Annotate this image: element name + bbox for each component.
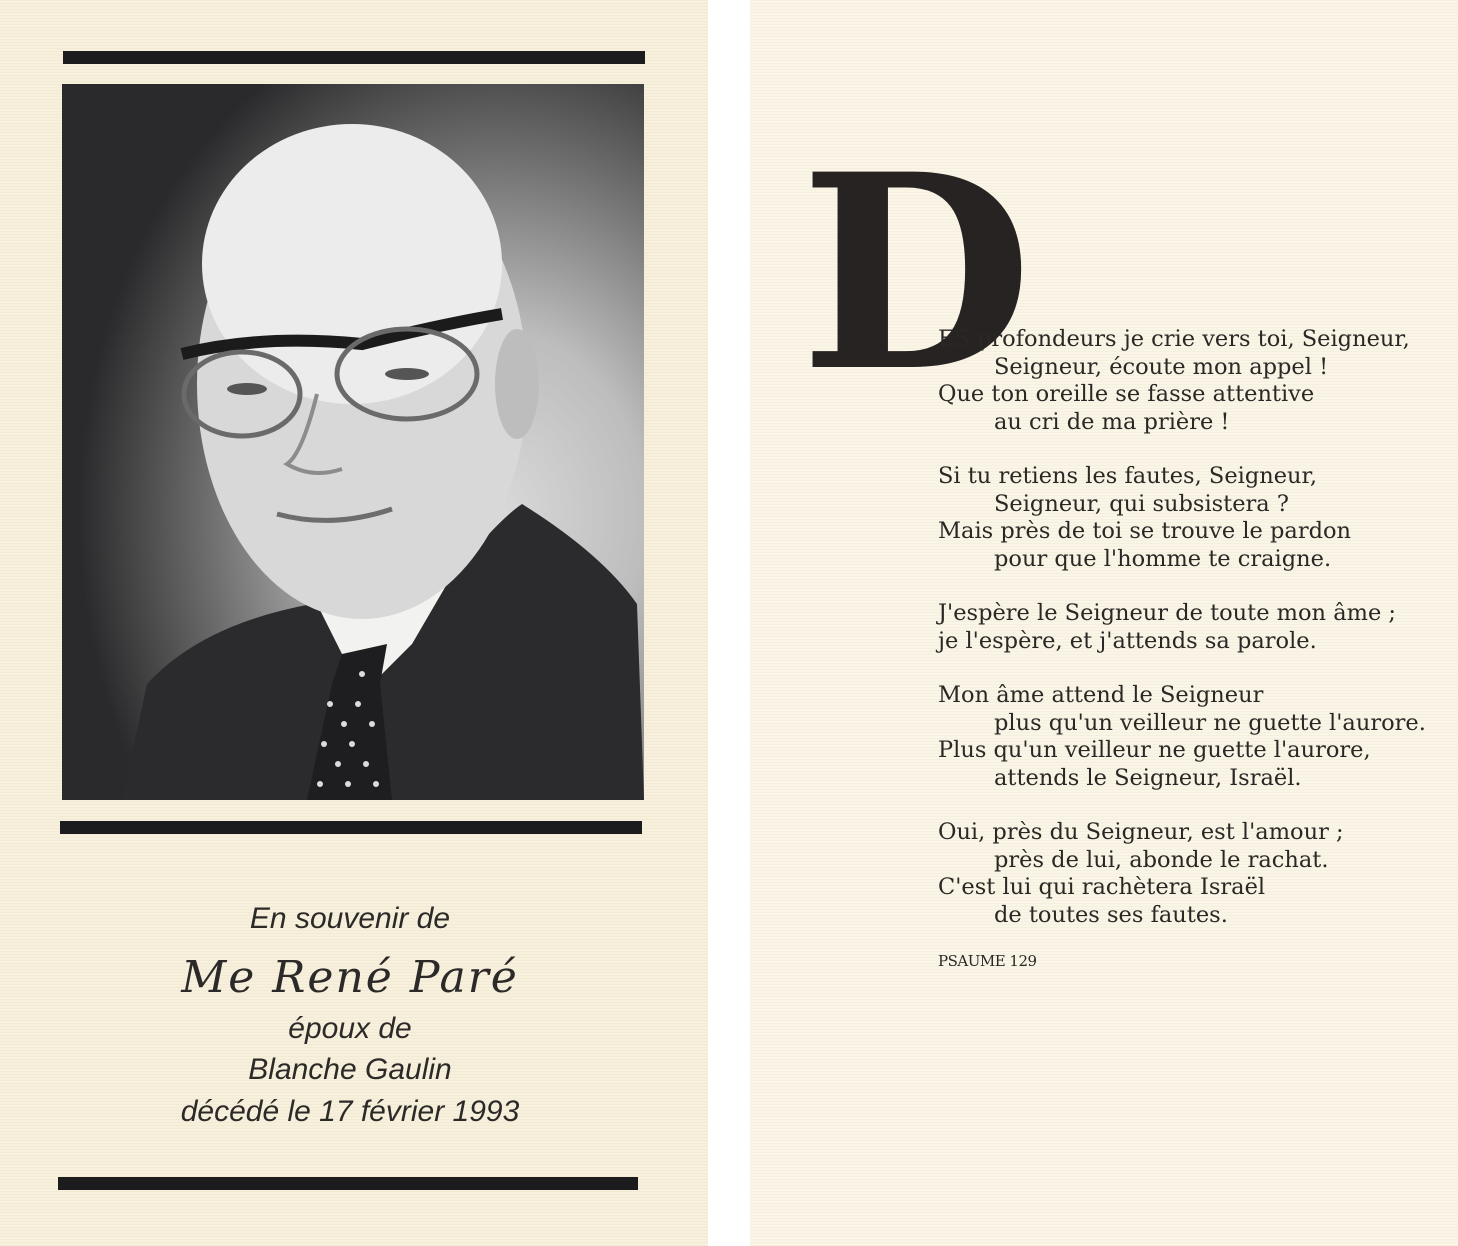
portrait-illustration xyxy=(62,84,644,800)
psalm-line: J'espère le Seigneur de toute mon âme ; xyxy=(938,600,1396,626)
death-date-text: décédé le 17 février 1993 xyxy=(180,1095,520,1128)
psalm-stanza xyxy=(938,463,1426,573)
psalm-line: Que ton oreille se fasse attentive xyxy=(938,381,1315,407)
psalm-line: Mais près de toi se trouve le pardon xyxy=(938,518,1352,544)
psalm-line: Si tu retiens les fautes, Seigneur, xyxy=(938,463,1317,489)
portrait-photo xyxy=(62,84,644,800)
in-memory-of-text: En souvenir de xyxy=(249,902,451,935)
psalm-line: au cri de ma prière ! xyxy=(994,408,1230,435)
bottom-black-rule xyxy=(58,1177,638,1190)
psalm-text xyxy=(938,326,1426,956)
psalm-line: de toutes ses fautes. xyxy=(994,901,1228,928)
psalm-line: Seigneur, qui subsistera ? xyxy=(994,490,1289,517)
psalm-reference: PSAUME 129 xyxy=(938,952,1037,970)
relation-text: époux de xyxy=(288,1012,412,1045)
middle-black-rule xyxy=(60,821,642,834)
deceased-name: Me René Paré xyxy=(181,952,519,1003)
drop-cap-letter: D xyxy=(800,116,1033,431)
psalm-stanza xyxy=(938,326,1426,436)
psalm-line: attends le Seigneur, Israël. xyxy=(994,764,1302,791)
psalm-line: pour que l'homme te craigne. xyxy=(994,545,1332,572)
spouse-name: Blanche Gaulin xyxy=(248,1053,452,1086)
psalm-line: Plus qu'un veilleur ne guette l'aurore, xyxy=(938,737,1371,763)
psalm-stanza xyxy=(938,682,1426,792)
psalm-stanza xyxy=(938,600,1426,655)
psalm-line: Oui, près du Seigneur, est l'amour ; xyxy=(938,819,1344,845)
psalm-line: plus qu'un veilleur ne guette l'aurore. xyxy=(994,709,1426,736)
psalm-line: près de lui, abonde le rachat. xyxy=(994,846,1329,873)
psalm-line: Seigneur, écoute mon appel ! xyxy=(994,353,1329,380)
top-black-rule xyxy=(63,51,645,64)
psalm-line: ES profondeurs je crie vers toi, Seigneur, xyxy=(938,326,1410,352)
psalm-line: C'est lui qui rachètera Israël xyxy=(938,874,1266,900)
psalm-stanza xyxy=(938,819,1426,929)
psalm-line: Mon âme attend le Seigneur xyxy=(938,682,1264,708)
psalm-line: je l'espère, et j'attends sa parole. xyxy=(938,627,1317,654)
